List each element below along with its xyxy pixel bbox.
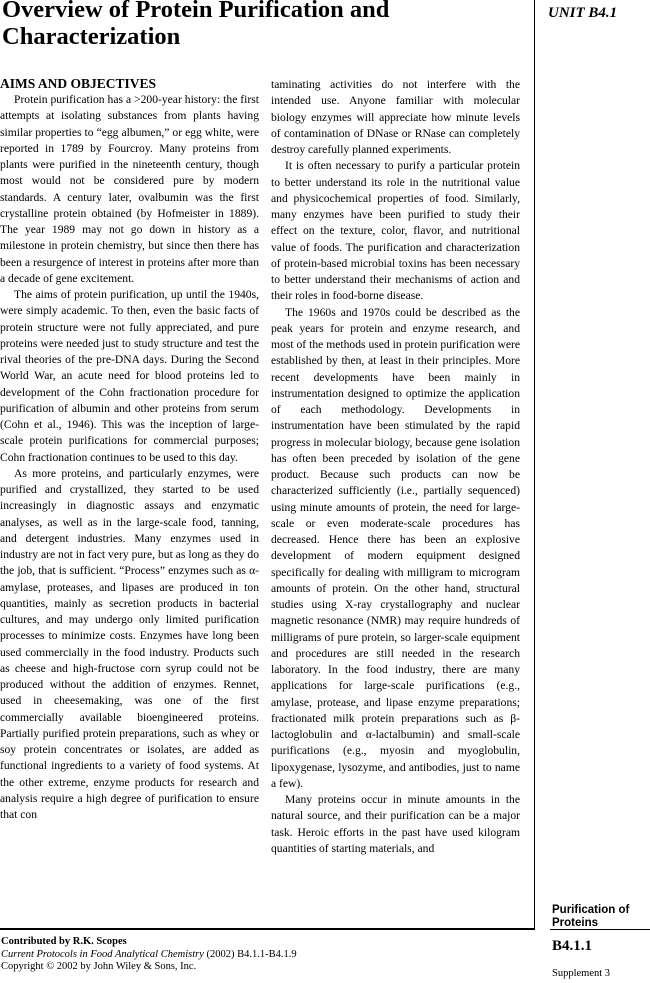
paragraph: Many proteins occur in minute amounts in the natural source, and their purification can be a major task. Heroic efforts in the past have used kilogram quantities of starting materials, and [271,793,520,855]
section-title: Purification of Proteins [552,904,630,929]
side-rule [550,929,650,930]
unit-label: UNIT B4.1 [548,5,618,21]
text-column-right [271,77,520,857]
section-heading: AIMS AND OBJECTIVES [0,76,157,91]
paragraph: The 1960s and 1970s could be described as the peak years for protein and enzyme research, and most of the methods used in protein purification were established by then, at least in their principles. More recent developments have been mainly in instrumentation designed to optimize the application of each methodology. Developments in instrumentation have been stimulated by the rapid progress in molecular biology, because gene isolation has often been preceded by isolation of the gene product. Because such products can now be characterized sufficiently (i.e., partially sequenced) using minute amounts of protein, the need for large-scale or even moderate-scale procedures has decreased. Hence there has been an explosive development of modern equipment designed specifically for dealing with milligram to microgram amounts of protein. On the other hand, structural studies using X-ray crystallography and nuclear magnetic resonance (NMR) may require hundreds of milligrams of pure protein, so larger-scale equipment and procedures are still needed in the research laboratory. In the food industry, there are many applications for large-scale purifications (e.g., amylase, protease, and lipase enzyme preparations; fractionated milk protein preparations such as β-lactoglobulin and α-lactalbumin) and small-scale purifications (e.g., myosin and myoglobulin, lipoxygenase, lysozyme, and antibodies, just to name a few). [271,305,520,790]
paragraph-continued: taminating activities do not interfere with the intended use. Anyone familiar with molecular biology enzymes will appreciate how minute levels of contamination of DNase or RNase can completely destroy carefully planned experiments. [271,78,520,156]
page-number: B4.1.1 [552,938,593,954]
paragraph: Protein purification has a >200-year history: the first attempts at isolating substances from plants having similar properties to “egg albumen,” or egg white, were reported in 1789 by Fourcroy. Many proteins from plants were purified in the nineteenth century, though most would not be considered pure by modern standards. A century later, ovalbumin was the first crystalline protein obtained (by Hofmeister in 1889). The year 1989 may not go down in history as a milestone in protein chemistry, but since then there has been a resurgence of interest in proteins after more than a decade of gene excitement. [0,93,259,285]
page-title: Overview of Protein Purification and Characterization [2,0,390,50]
supplement-label: Supplement 3 [552,968,611,979]
contribution-footer [1,936,297,974]
citation-details: (2002) B4.1.1-B4.1.9 [203,948,297,960]
paragraph: It is often necessary to purify a particular protein to better understand its role in the nutritional value and physicochemical properties of food. Similarly, many enzymes have been purified to study their effect on the texture, color, flavor, and nutritional value of foods. The purification and characterization of protein-based microbial toxins has been necessary to better understand their mechanisms of action and their roles in food-borne disease. [271,159,520,303]
footer-rule [0,928,535,930]
paragraph: The aims of protein purification, up until the 1940s, were simply academic. To then, even the basic facts of protein structure were not fully appreciated, and pure proteins were needed just to study structure and test the rival theories of the pre-DNA days. During the Second World War, an acute need for blood proteins led to development of the Cohn fractionation procedure for purification of albumin and other proteins from serum (Cohn et al., 1946). This was the inception of large-scale protein purifications for commercial purposes; Cohn fractionation continues to be used to this day. [0,288,259,464]
copyright: Copyright © 2002 by John Wiley & Sons, Inc. [1,961,197,972]
paragraph: As more proteins, and particularly enzymes, were purified and crystallized, they started to be used increasingly in diagnostic assays and enzymatic analyses, as well as in the large-scale food, tanning, and detergent industries. Many enzymes used in industry are not in fact very pure, but as long as they do the job, that is sufficient. “Process” enzymes such as α-amylase, proteases, and lipases are produced in ton quantities, mainly as secretion products in bacterial cultures, and may undergo only limited purification processes to minimize costs. Enzymes have long been used commercially in the food industry. Products such as cheese and high-fructose corn syrup could not be produced without the addition of enzymes. Rennet, used in cheesemaking, was one of the first commercially available bioengineered proteins. Partially purified protein preparations, such as whey or soy protein concentrates or isolates, are added as functional ingredients to a variety of food systems. At the other extreme, enzyme products for research and analysis require a high degree of purification to ensure that con [0,466,259,821]
journal-name: Current Protocols in Food Analytical Chemistry [1,948,204,960]
header-divider [534,0,535,928]
text-column-left [0,76,259,823]
citation-line [1,949,297,962]
contributor: Contributed by R.K. Scopes [1,936,127,947]
